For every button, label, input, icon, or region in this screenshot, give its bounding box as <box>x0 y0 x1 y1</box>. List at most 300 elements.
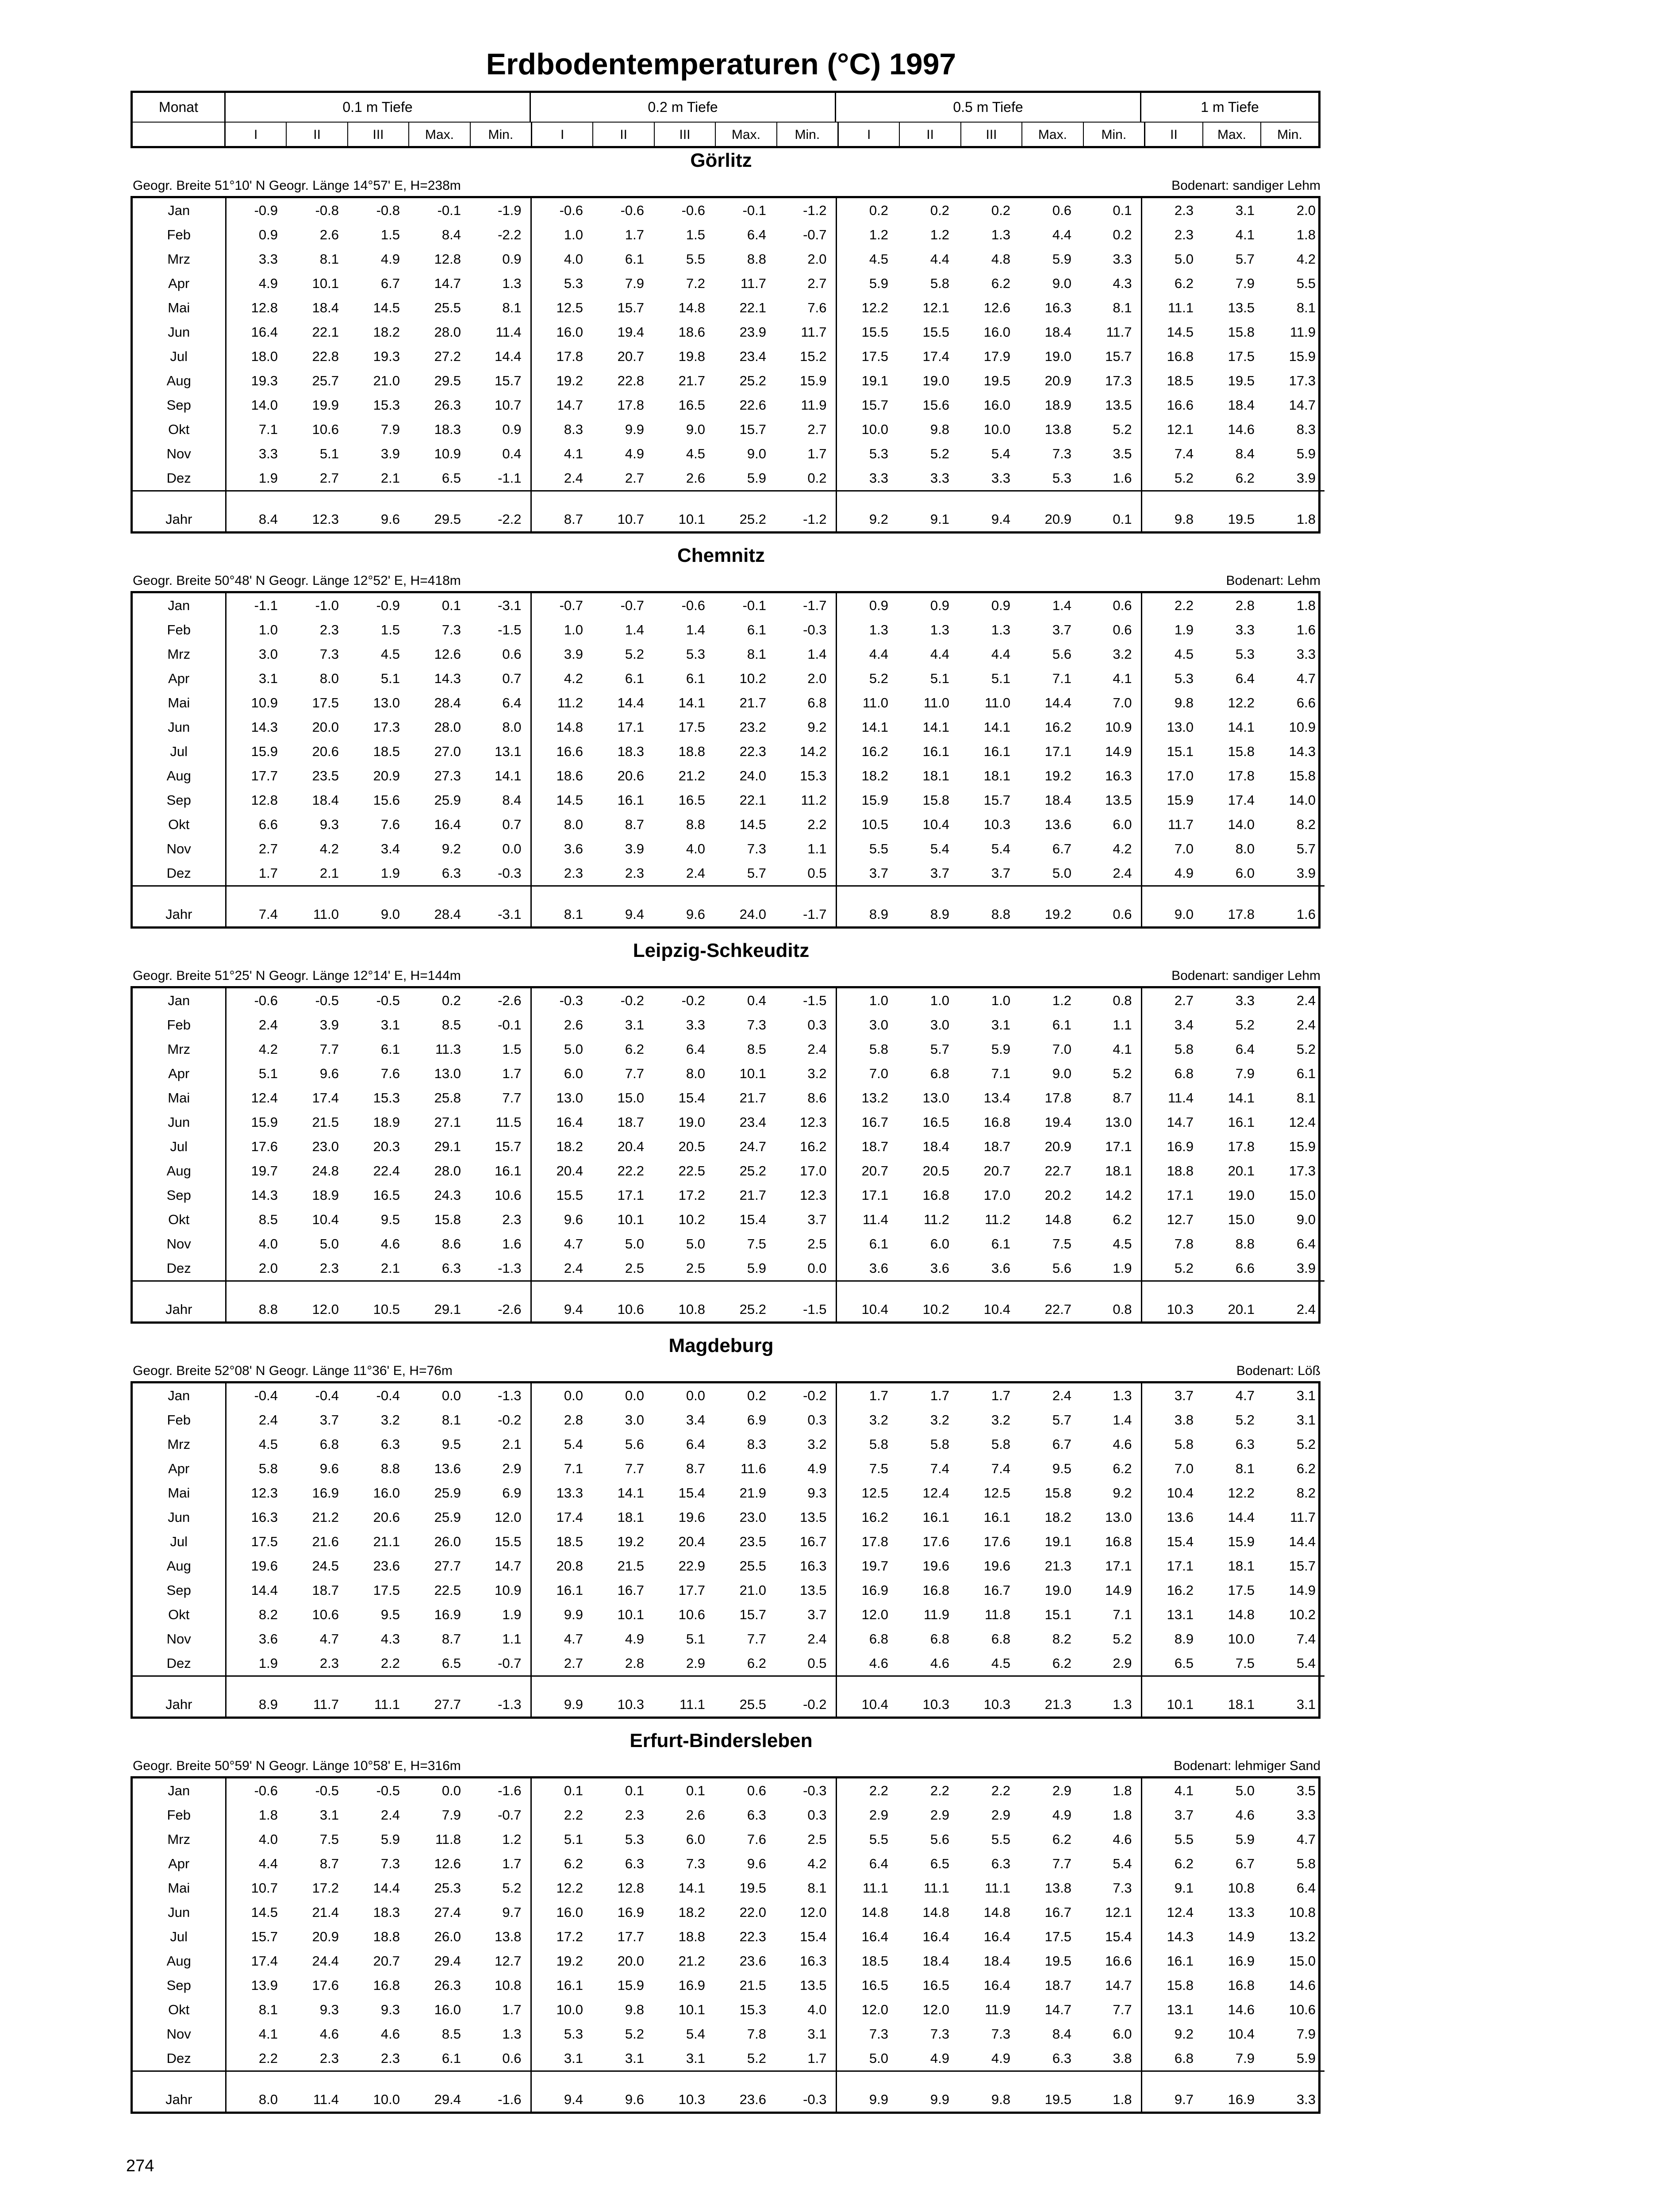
value-cell: 1.0 <box>564 622 583 637</box>
value-cell: 0.6 <box>1080 886 1141 927</box>
value-cell: 10.4 <box>1167 1485 1194 1501</box>
value-cell: 2.1 <box>380 1260 400 1276</box>
value-cell: 7.0 <box>1052 1041 1071 1057</box>
value-cell: 2.2 <box>1174 598 1194 613</box>
value-cell: 3.1 <box>564 2051 583 2066</box>
value-cell: 15.4 <box>678 1090 705 1106</box>
value-cell: 18.0 <box>251 349 278 364</box>
value-cell: 15.5 <box>861 324 888 340</box>
value-cell: 16.9 <box>312 1485 339 1501</box>
value-cell: 16.4 <box>983 1929 1010 1944</box>
value-cell: 4.2 <box>1296 251 1316 267</box>
table-row <box>133 1232 1324 1256</box>
value-cell: 0.9 <box>470 247 531 271</box>
station-table <box>131 196 1321 534</box>
value-cell: -0.1 <box>742 598 766 613</box>
value-cell: 22.1 <box>739 792 766 808</box>
value-cell: 6.5 <box>1174 1655 1194 1671</box>
table-row <box>133 223 1324 247</box>
value-cell: 15.2 <box>775 344 836 369</box>
value-cell: 5.3 <box>564 276 583 291</box>
value-cell: 5.4 <box>1296 1655 1316 1671</box>
value-cell: 6.1 <box>625 251 644 267</box>
value-cell: -1.3 <box>470 1676 531 1717</box>
header-depth-0-2m: 0.2 m Tiefe <box>531 93 836 122</box>
value-cell: 5.5 <box>1174 1832 1194 1847</box>
value-cell: 2.5 <box>775 1827 836 1851</box>
station-table <box>131 1381 1321 1719</box>
value-cell: 4.1 <box>1080 1037 1141 1061</box>
value-cell: 9.9 <box>836 2071 897 2112</box>
value-cell: 12.8 <box>251 792 278 808</box>
value-cell: 12.7 <box>470 1949 531 1973</box>
value-cell: 23.4 <box>739 349 766 364</box>
value-cell: 1.3 <box>470 271 531 296</box>
value-cell: 1.9 <box>1174 622 1194 637</box>
value-cell: 11.2 <box>984 1212 1010 1227</box>
value-cell: 7.0 <box>1174 1461 1194 1476</box>
value-cell: 15.4 <box>1080 1924 1141 1949</box>
value-cell: 10.6 <box>312 1607 339 1622</box>
value-cell: 11.1 <box>1167 300 1194 315</box>
value-cell: 10.3 <box>653 2071 714 2112</box>
value-cell: 11.1 <box>653 1676 714 1717</box>
value-cell: 3.7 <box>319 1412 339 1428</box>
value-cell: 6.8 <box>319 1436 339 1452</box>
value-cell: 10.3 <box>897 1676 958 1717</box>
value-cell: 13.5 <box>775 1505 836 1529</box>
annual-row <box>133 886 1324 927</box>
value-cell: 18.4 <box>312 792 339 808</box>
value-cell: 3.6 <box>869 1260 888 1276</box>
value-cell: 25.9 <box>434 792 461 808</box>
value-cell: 22.3 <box>739 1929 766 1944</box>
value-cell: 0.2 <box>747 1388 766 1403</box>
value-cell: 19.0 <box>922 373 949 388</box>
value-cell: 2.0 <box>775 666 836 691</box>
value-cell: 7.4 <box>1296 1631 1316 1647</box>
value-cell: 11.7 <box>775 320 836 344</box>
station-soil-type: Bodenart: lehmiger Sand <box>1174 1759 1321 1773</box>
value-cell: 25.8 <box>434 1090 461 1106</box>
value-cell: 6.2 <box>1052 1655 1071 1671</box>
value-cell: 6.6 <box>1296 695 1316 710</box>
table-row <box>133 2046 1324 2071</box>
value-cell: 0.1 <box>1080 491 1141 532</box>
value-cell: 15.8 <box>1228 744 1255 759</box>
value-cell: -0.7 <box>620 598 644 613</box>
month-cell: Mai <box>133 691 226 715</box>
value-cell: 17.8 <box>1044 1090 1071 1106</box>
value-cell: 12.3 <box>251 1485 278 1501</box>
month-cell: Apr <box>133 271 226 296</box>
value-cell: 4.5 <box>991 1655 1010 1671</box>
value-cell: 9.3 <box>319 817 339 832</box>
table-row <box>133 788 1324 812</box>
table-row <box>133 1256 1324 1281</box>
value-cell: 8.1 <box>747 646 766 662</box>
value-cell: 29.1 <box>409 1281 470 1322</box>
value-cell: 1.6 <box>1296 622 1316 637</box>
value-cell: 3.3 <box>1296 646 1316 662</box>
value-cell: 9.8 <box>1141 491 1202 532</box>
value-cell: 4.5 <box>1174 646 1194 662</box>
value-cell: 10.0 <box>861 422 888 437</box>
value-cell: 22.2 <box>617 1163 644 1179</box>
value-cell: 20.4 <box>556 1163 583 1179</box>
value-cell: 14.6 <box>1228 2002 1255 2017</box>
value-cell: 1.1 <box>1080 1013 1141 1037</box>
value-cell: 21.2 <box>312 1509 339 1525</box>
value-cell: 1.3 <box>869 622 888 637</box>
value-cell: 4.4 <box>258 1856 278 1871</box>
value-cell: 3.5 <box>1296 1783 1316 1798</box>
value-cell: 1.9 <box>258 1655 278 1671</box>
value-cell: 5.2 <box>1296 1041 1316 1057</box>
value-cell: 18.1 <box>1228 1558 1255 1574</box>
value-cell: 12.1 <box>1167 422 1194 437</box>
value-cell: 2.4 <box>564 470 583 486</box>
value-cell: -1.5 <box>775 1281 836 1322</box>
value-cell: 18.9 <box>373 1114 400 1130</box>
value-cell: 0.0 <box>564 1388 583 1403</box>
table-row <box>133 1183 1324 1207</box>
value-cell: 21.4 <box>312 1905 339 1920</box>
value-cell: 14.9 <box>1228 1929 1255 1944</box>
value-cell: 9.9 <box>564 1607 583 1622</box>
value-cell: 16.9 <box>678 1978 705 1993</box>
value-cell: 6.0 <box>930 1236 949 1252</box>
value-cell: 0.5 <box>775 861 836 886</box>
value-cell: 6.2 <box>564 1856 583 1871</box>
value-cell: 15.3 <box>775 764 836 788</box>
value-cell: 11.8 <box>435 1832 461 1847</box>
value-cell: 19.4 <box>1044 1114 1071 1130</box>
value-cell: 4.7 <box>1296 671 1316 686</box>
value-cell: 4.2 <box>775 1851 836 1876</box>
value-cell: 29.1 <box>434 1139 461 1154</box>
value-cell: 5.1 <box>380 671 400 686</box>
value-cell: 6.0 <box>1235 865 1255 881</box>
value-cell: 8.1 <box>1235 1461 1255 1476</box>
value-cell: 8.3 <box>747 1436 766 1452</box>
value-cell: 9.2 <box>836 491 897 532</box>
value-cell: 4.6 <box>869 1655 888 1671</box>
value-cell: 2.8 <box>625 1655 644 1671</box>
value-cell: 5.9 <box>1296 2051 1316 2066</box>
value-cell: 3.3 <box>1235 622 1255 637</box>
value-cell: 15.5 <box>922 324 949 340</box>
value-cell: 16.1 <box>983 1509 1010 1525</box>
value-cell: -0.3 <box>775 1778 836 1803</box>
station-soil-type: Bodenart: Lehm <box>1226 573 1321 588</box>
value-cell: 21.2 <box>678 768 705 783</box>
value-cell: 5.1 <box>930 671 949 686</box>
value-cell: 2.9 <box>991 1807 1010 1823</box>
value-cell: 17.5 <box>1044 1929 1071 1944</box>
value-cell: 12.4 <box>1167 1905 1194 1920</box>
value-cell: 18.6 <box>556 768 583 783</box>
value-cell: 8.1 <box>1296 1090 1316 1106</box>
value-cell: 10.0 <box>348 2071 409 2112</box>
value-cell: 14.9 <box>1080 739 1141 764</box>
value-cell: 3.3 <box>930 470 949 486</box>
month-cell: Mai <box>133 1481 226 1505</box>
value-cell: 14.7 <box>434 276 461 291</box>
value-cell: 1.8 <box>258 1807 278 1823</box>
value-cell: 6.0 <box>1080 812 1141 837</box>
value-cell: 16.5 <box>861 1978 888 1993</box>
value-cell: 19.2 <box>556 373 583 388</box>
value-cell: 3.1 <box>625 2051 644 2066</box>
value-cell: 17.3 <box>1289 1163 1316 1179</box>
value-cell: 6.1 <box>625 671 644 686</box>
value-cell: 23.4 <box>739 1114 766 1130</box>
value-cell: 8.9 <box>897 886 958 927</box>
table-row <box>133 1529 1324 1554</box>
value-cell: 9.3 <box>319 2002 339 2017</box>
month-cell: Mai <box>133 296 226 320</box>
value-cell: 10.4 <box>1228 2026 1255 2042</box>
value-cell: 17.3 <box>373 719 400 735</box>
value-cell: 16.1 <box>1228 1114 1255 1130</box>
value-cell: 2.5 <box>686 1260 705 1276</box>
value-cell: 15.7 <box>861 397 888 413</box>
value-cell: 17.6 <box>251 1139 278 1154</box>
value-cell: 2.4 <box>686 865 705 881</box>
value-cell: 8.9 <box>836 886 897 927</box>
table-row <box>133 715 1324 739</box>
value-cell: 10.4 <box>836 1281 897 1322</box>
value-cell: 0.5 <box>775 1651 836 1676</box>
value-cell: 10.2 <box>739 671 766 686</box>
value-cell: 25.3 <box>434 1880 461 1896</box>
value-cell: 5.6 <box>1052 1260 1071 1276</box>
value-cell: 0.3 <box>775 1803 836 1827</box>
value-cell: 5.2 <box>747 2051 766 2066</box>
value-cell: 13.3 <box>1228 1905 1255 1920</box>
value-cell: 15.7 <box>470 1134 531 1159</box>
value-cell: 2.9 <box>1080 1651 1141 1676</box>
value-cell: 22.7 <box>1019 1281 1080 1322</box>
value-cell: 17.4 <box>1228 792 1255 808</box>
value-cell: 5.8 <box>930 276 949 291</box>
month-cell: Feb <box>133 1013 226 1037</box>
table-row <box>133 1851 1324 1876</box>
value-cell: 6.1 <box>686 671 705 686</box>
value-cell: 17.2 <box>678 1187 705 1203</box>
value-cell: 3.1 <box>686 2051 705 2066</box>
value-cell: 2.8 <box>1235 598 1255 613</box>
value-cell: 1.2 <box>470 1827 531 1851</box>
value-cell: 12.0 <box>922 2002 949 2017</box>
value-cell: 0.1 <box>441 598 461 613</box>
header-sub: III <box>961 122 1022 148</box>
value-cell: 4.9 <box>258 276 278 291</box>
value-cell: 0.2 <box>1080 223 1141 247</box>
value-cell: 17.2 <box>556 1929 583 1944</box>
header-depth-0-1m: 0.1 m Tiefe <box>226 93 531 122</box>
value-cell: 2.4 <box>258 1412 278 1428</box>
month-cell: Jun <box>133 1110 226 1134</box>
value-cell: 16.1 <box>1167 1953 1194 1969</box>
value-cell: 14.5 <box>373 300 400 315</box>
value-cell: 25.9 <box>434 1509 461 1525</box>
station-soil-type: Bodenart: Löß <box>1236 1363 1321 1378</box>
value-cell: 2.2 <box>258 2051 278 2066</box>
value-cell: 1.8 <box>1080 2071 1141 2112</box>
table-row <box>133 1778 1324 1803</box>
value-cell: 14.3 <box>251 1187 278 1203</box>
value-cell: 13.2 <box>1289 1929 1316 1944</box>
value-cell: 8.9 <box>226 1676 287 1717</box>
value-cell: 8.8 <box>747 251 766 267</box>
value-cell: 2.9 <box>1052 1783 1071 1798</box>
value-cell: -3.1 <box>470 886 531 927</box>
value-cell: 7.4 <box>1174 446 1194 461</box>
table-row <box>133 837 1324 861</box>
header-sub: I <box>532 122 593 148</box>
table-row <box>133 1505 1324 1529</box>
value-cell: 9.0 <box>747 446 766 461</box>
value-cell: 13.9 <box>251 1978 278 1993</box>
value-cell: 7.4 <box>991 1461 1010 1476</box>
value-cell: 22.1 <box>739 300 766 315</box>
value-cell: 8.4 <box>1052 2026 1071 2042</box>
value-cell: 14.1 <box>983 719 1010 735</box>
value-cell: -2.2 <box>470 491 531 532</box>
value-cell: 1.0 <box>869 993 888 1008</box>
value-cell: 26.0 <box>434 1929 461 1944</box>
value-cell: 16.6 <box>556 744 583 759</box>
value-cell: 5.8 <box>930 1436 949 1452</box>
value-cell: 6.3 <box>441 865 461 881</box>
value-cell: 4.5 <box>1080 1232 1141 1256</box>
value-cell: 17.5 <box>861 349 888 364</box>
value-cell: 26.3 <box>434 397 461 413</box>
value-cell: 3.0 <box>625 1412 644 1428</box>
value-cell: 4.7 <box>1235 1388 1255 1403</box>
table-row <box>133 666 1324 691</box>
value-cell: 20.9 <box>1019 491 1080 532</box>
value-cell: 17.4 <box>312 1090 339 1106</box>
value-cell: 6.2 <box>747 1655 766 1671</box>
value-cell: 7.9 <box>1296 2026 1316 2042</box>
value-cell: 7.6 <box>775 296 836 320</box>
month-cell: Okt <box>133 812 226 837</box>
value-cell: 11.2 <box>557 695 583 710</box>
value-cell: 14.2 <box>775 739 836 764</box>
value-cell: 7.1 <box>1052 671 1071 686</box>
month-cell: Mai <box>133 1086 226 1110</box>
month-cell: Sep <box>133 788 226 812</box>
value-cell: 7.3 <box>380 1856 400 1871</box>
value-cell: 8.8 <box>686 817 705 832</box>
value-cell: 1.7 <box>869 1388 888 1403</box>
value-cell: 14.7 <box>1044 2002 1071 2017</box>
table-row <box>133 271 1324 296</box>
value-cell: 9.0 <box>1052 276 1071 291</box>
value-cell: 6.4 <box>686 1436 705 1452</box>
value-cell: 7.9 <box>1235 2051 1255 2066</box>
value-cell: 10.3 <box>983 817 1010 832</box>
month-cell: Jul <box>133 344 226 369</box>
value-cell: 6.2 <box>1235 470 1255 486</box>
value-cell: 3.1 <box>1296 1388 1316 1403</box>
value-cell: 11.9 <box>1290 324 1316 340</box>
station-coordinates: Geogr. Breite 51°25' N Geogr. Länge 12°14' E, H=144m <box>133 968 461 983</box>
header-sub: Min. <box>1101 127 1127 142</box>
value-cell: 8.1 <box>319 251 339 267</box>
value-cell: 20.5 <box>922 1163 949 1179</box>
value-cell: 6.4 <box>686 1041 705 1057</box>
value-cell: -0.2 <box>470 1408 531 1432</box>
value-cell: 15.8 <box>1228 324 1255 340</box>
value-cell: 9.0 <box>348 886 409 927</box>
value-cell: 13.0 <box>556 1090 583 1106</box>
value-cell: 5.5 <box>1296 276 1316 291</box>
value-cell: 9.3 <box>380 2002 400 2017</box>
value-cell: 10.6 <box>312 422 339 437</box>
value-cell: -0.3 <box>775 618 836 642</box>
value-cell: 1.3 <box>470 2022 531 2046</box>
value-cell: 1.4 <box>775 642 836 666</box>
value-cell: 24.8 <box>312 1163 339 1179</box>
table-row <box>133 1159 1324 1183</box>
month-cell: Jahr <box>133 491 226 532</box>
month-cell: Jul <box>133 1134 226 1159</box>
value-cell: 14.0 <box>1289 792 1316 808</box>
month-cell: Jul <box>133 1924 226 1949</box>
value-cell: 10.0 <box>1228 1631 1255 1647</box>
value-cell: 9.4 <box>531 1281 592 1322</box>
value-cell: 4.1 <box>564 446 583 461</box>
value-cell: 5.4 <box>991 841 1010 856</box>
value-cell: 11.2 <box>923 1212 949 1227</box>
value-cell: 11.1 <box>923 1880 949 1896</box>
value-cell: 15.0 <box>1228 1212 1255 1227</box>
value-cell: 8.0 <box>686 1066 705 1081</box>
value-cell: 11.1 <box>348 1676 409 1717</box>
value-cell: 5.8 <box>991 1436 1010 1452</box>
table-row <box>133 1110 1324 1134</box>
value-cell: -2.6 <box>470 988 531 1013</box>
value-cell: 7.3 <box>930 2026 949 2042</box>
value-cell: 15.3 <box>373 1090 400 1106</box>
table-row <box>133 247 1324 271</box>
value-cell: 10.8 <box>1289 1905 1316 1920</box>
value-cell: 16.3 <box>775 1949 836 1973</box>
value-cell: 9.4 <box>592 886 653 927</box>
value-cell: 16.5 <box>373 1187 400 1203</box>
header-sub-group <box>839 122 1145 148</box>
table-row <box>133 642 1324 666</box>
value-cell: 8.2 <box>1296 817 1316 832</box>
value-cell: 10.4 <box>922 817 949 832</box>
value-cell: 20.4 <box>617 1139 644 1154</box>
value-cell: 0.9 <box>470 417 531 442</box>
value-cell: 3.1 <box>380 1017 400 1033</box>
value-cell: 13.5 <box>1228 300 1255 315</box>
value-cell: 8.5 <box>258 1212 278 1227</box>
value-cell: 5.8 <box>1174 1041 1194 1057</box>
value-cell: 3.8 <box>1174 1412 1194 1428</box>
value-cell: 21.1 <box>373 1534 400 1549</box>
station-name: Leipzig-Schkeuditz <box>633 940 810 961</box>
value-cell: 5.0 <box>1174 251 1194 267</box>
value-cell: 2.2 <box>930 1783 949 1798</box>
value-cell: 13.4 <box>983 1090 1010 1106</box>
